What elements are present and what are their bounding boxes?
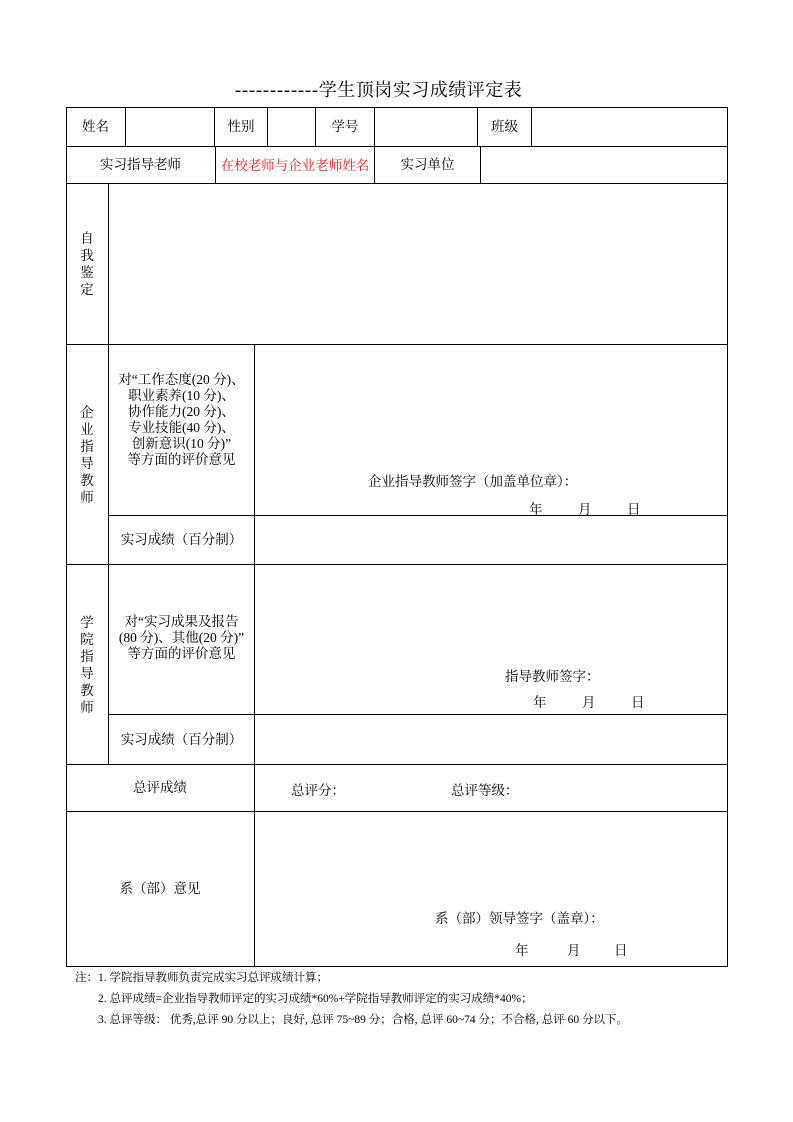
college-mentor-label [66, 565, 108, 764]
unit-field[interactable] [481, 147, 727, 183]
criteria-line: 职业素养(10 分)、 [128, 388, 235, 403]
enterprise-char: 业 [80, 421, 94, 437]
college-char: 指 [80, 648, 94, 664]
enterprise-score-field[interactable] [255, 516, 727, 564]
college-date-day: 日 [631, 695, 645, 710]
self-eval-char: 鉴 [80, 265, 94, 280]
college-char: 院 [80, 631, 94, 647]
department-label: 系（部）意见 [119, 881, 201, 896]
page-title [0, 76, 793, 102]
college-char: 学 [80, 614, 94, 630]
gender-field[interactable] [268, 108, 315, 146]
college-date-year: 年 [533, 695, 547, 710]
college-char: 导 [80, 665, 94, 681]
department-date-year: 年 [515, 943, 529, 958]
enterprise-char: 教 [80, 472, 94, 488]
college-comment-field[interactable] [255, 565, 727, 714]
self-eval-label [66, 184, 108, 344]
note-line-1: 注：1. 学院指导教师负责完成实习总评成绩计算； [75, 972, 328, 984]
criteria-line: 对“实习成果及报告 [124, 614, 239, 629]
enterprise-char: 企 [80, 404, 94, 420]
enterprise-score-label: 实习成绩（百分制） [120, 532, 243, 547]
department-date-day: 日 [614, 943, 628, 958]
enterprise-signature-label: 企业指导教师签字（加盖单位章）： [368, 474, 578, 489]
college-score-label: 实习成绩（百分制） [120, 731, 243, 747]
enterprise-date-year: 年 [529, 502, 543, 517]
class-label: 班级 [491, 119, 518, 134]
self-eval-char: 自 [80, 231, 94, 246]
self-eval-char: 定 [80, 282, 94, 297]
criteria-line: 对“工作态度(20 分)、 [118, 372, 245, 387]
criteria-line: 创新意识(10 分)” [131, 436, 232, 451]
student-id-label: 学号 [331, 119, 359, 134]
note-line-2: 2. 总评成绩=企业指导教师评定的实习成绩*60%+学院指导教师评定的实习成绩*40%； [98, 993, 533, 1005]
student-id-field[interactable] [375, 108, 477, 146]
department-date-month: 月 [567, 943, 581, 958]
summary-label: 总评成绩 [133, 780, 187, 795]
criteria-line: 等方面的评价意见 [127, 452, 236, 467]
enterprise-date-day: 日 [627, 502, 641, 517]
college-score-field[interactable] [255, 715, 727, 764]
college-char: 师 [80, 699, 94, 715]
enterprise-char: 师 [80, 489, 94, 505]
criteria-line: 等方面的评价意见 [127, 646, 236, 661]
self-eval-field[interactable] [109, 184, 727, 344]
criteria-line: 专业技能(40 分)、 [128, 420, 235, 435]
title-text: 学生顶岗实习成绩评定表 [318, 80, 523, 101]
mentor-label: 实习指导老师 [100, 157, 181, 172]
enterprise-date-month: 月 [578, 502, 592, 517]
mentor-field[interactable]: 在校老师与企业老师姓名 [220, 157, 370, 173]
enterprise-char: 指 [80, 438, 94, 454]
name-field[interactable] [126, 108, 214, 146]
enterprise-char: 导 [80, 455, 94, 471]
total-grade-field[interactable] [520, 766, 726, 810]
note-line-3: 3. 总评等级： 优秀,总评 90 分以上；良好, 总评 75~89 分；合格, 总评 60~74 分；不合格, 总评 60 分以下。 [98, 1014, 628, 1026]
enterprise-mentor-label [66, 345, 108, 564]
college-signature-label: 指导教师签字： [505, 669, 600, 684]
college-date-month: 月 [582, 695, 596, 710]
department-signature-label: 系（部）领导签字（盖章）： [435, 911, 604, 926]
criteria-line: (80 分)、其他(20 分)” [118, 630, 245, 645]
class-field[interactable] [532, 108, 727, 146]
enterprise-criteria [109, 372, 254, 478]
unit-label: 实习单位 [400, 157, 455, 172]
self-eval-char: 我 [80, 248, 94, 263]
college-criteria [109, 614, 254, 668]
department-comment-field[interactable] [255, 812, 727, 966]
college-char: 教 [80, 682, 94, 698]
title-prefix: ------------ [234, 80, 319, 101]
total-grade-label: 总评等级： [451, 783, 519, 798]
gender-label: 性别 [227, 119, 255, 134]
total-score-label: 总评分： [291, 783, 345, 798]
name-label: 姓名 [82, 119, 109, 134]
criteria-line: 协作能力(20 分)、 [128, 404, 235, 419]
total-score-field[interactable] [345, 766, 445, 810]
